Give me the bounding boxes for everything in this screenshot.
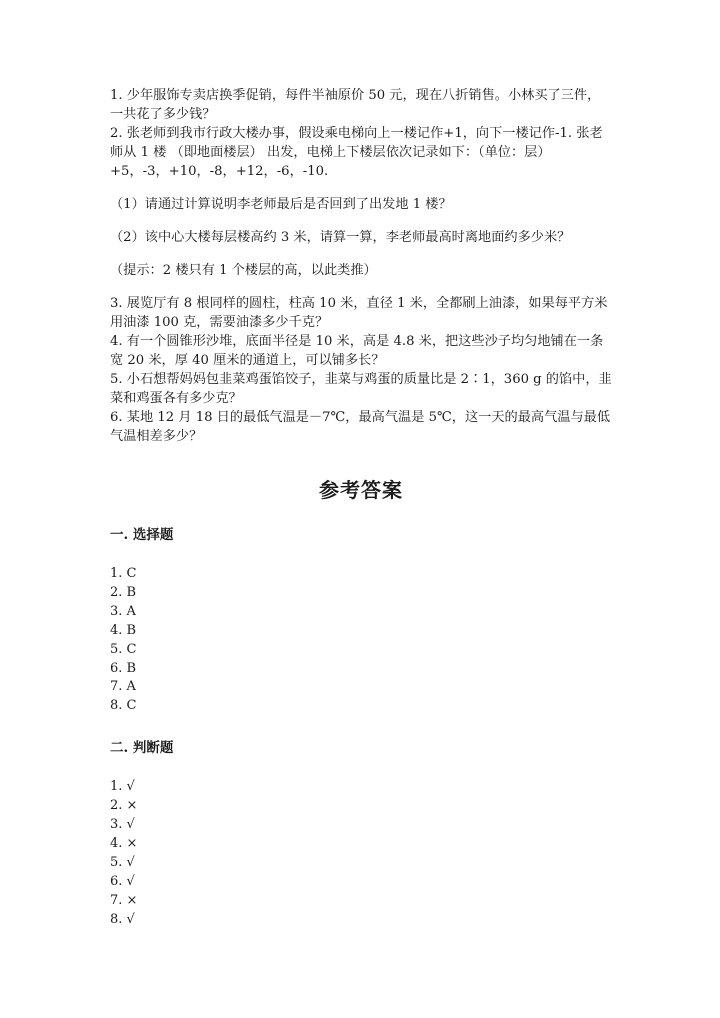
list-item: 5. √ — [110, 854, 135, 870]
list-item: 3. √ — [110, 817, 135, 833]
question-2-part-2: （2）该中心大楼每层楼高约 3 米，请算一算，李老师最高时离地面约多少米？ — [110, 230, 571, 245]
list-item: 4. × — [110, 835, 138, 851]
list-item: 8. C — [110, 698, 137, 714]
list-item: 2. × — [110, 798, 138, 814]
question-6: 6. 某地 12 月 18 日的最低气温是－7℃，最高气温是 5℃，这一天的最高气温与最低气温相差多少？ — [110, 410, 611, 444]
list-item: 5. C — [110, 641, 137, 657]
choice-answer-list — [110, 565, 612, 716]
list-item: 2. B — [110, 584, 137, 600]
list-item: 6. √ — [110, 873, 135, 889]
question-2: 2. 张老师到我市行政大楼办事，假设乘电梯向上一楼记作+1，向下一楼记作-1. 张老师从 1 楼 （即地面楼层） 出发，电梯上下楼层依次记录如下：（单位：层）+5，-3，+10，-8，+12，-6，-10. — [110, 126, 603, 179]
list-item: 7. × — [110, 892, 138, 908]
section-heading-judgment: 二. 判断题 — [110, 740, 174, 757]
list-item: 8. √ — [110, 911, 135, 927]
answers-title: 参考答案 — [319, 478, 403, 502]
list-item: 1. C — [110, 566, 137, 581]
section-heading-choice: 一. 选择题 — [110, 527, 174, 543]
question-5: 5. 小石想帮妈妈包韭菜鸡蛋馅饺子，韭菜与鸡蛋的质量比是 2∶1，360 g 的馅中，韭菜和鸡蛋各有多少克？ — [110, 372, 612, 406]
list-item: 1. √ — [110, 779, 135, 795]
judgment-answer-list — [110, 778, 612, 929]
question-1: 1. 少年服饰专卖店换季促销，每件半袖原价 50 元，现在八折销售。小林买了三件，一共花了多少钱？ — [110, 88, 601, 122]
question-2-hint: （提示：2 楼只有 1 个楼层的高，以此类推） — [110, 263, 377, 278]
list-item: 6. B — [110, 660, 137, 676]
question-4: 4. 有一个圆锥形沙堆，底面半径是 10 米，高是 4.8 米，把这些沙子均匀地铺在一条宽 20 米，厚 40 厘米的通道上，可以铺多长？ — [110, 334, 604, 368]
document-page — [110, 86, 612, 950]
question-3: 3. 展览厅有 8 根同样的圆柱，柱高 10 米，直径 1 米，全都刷上油漆，如果每平方米用油漆 100 克，需要油漆多少千克？ — [110, 296, 608, 330]
list-item: 4. B — [110, 622, 137, 638]
question-2-part-1: （1）请通过计算说明李老师最后是否回到了出发地 1 楼？ — [110, 197, 452, 212]
list-item: 7. A — [110, 679, 136, 695]
list-item: 3. A — [110, 603, 136, 619]
